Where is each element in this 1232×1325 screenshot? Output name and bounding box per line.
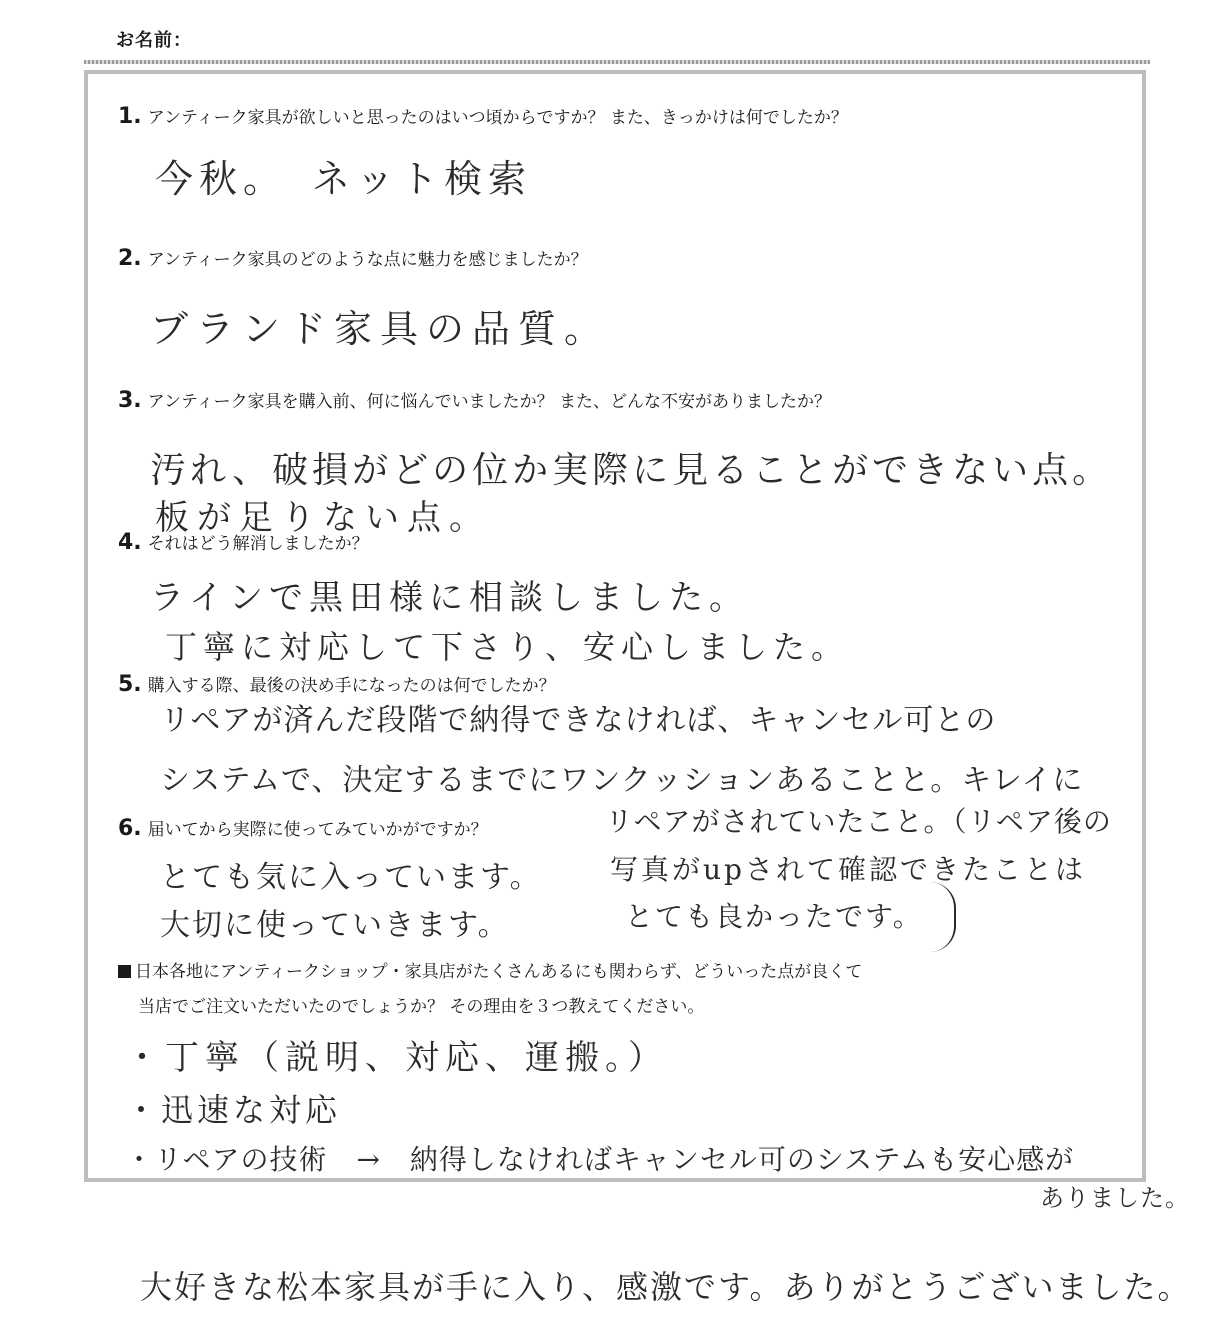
question-number: 3. [118, 388, 142, 413]
answer-1: 今秋。 ネット検索 [155, 157, 533, 201]
final-question-text-1: 日本各地にアンティークショップ・家具店がたくさんあるにも関わらず、どういった点が良くて [135, 962, 863, 982]
answer-6-line-2: 大切に使っていきます。 [160, 908, 510, 943]
final-question-line-2: 当店でご注文いただいたのでしょうか？ その理由を３つ教えてください。 [138, 997, 705, 1017]
question-number: 6. [118, 816, 142, 841]
question-4 [118, 529, 369, 555]
question-text: アンティーク家具が欲しいと思ったのはいつ頃からですか？ また、きっかけは何でしたか？ [147, 108, 848, 128]
closing-remark: 大好きな松本家具が手に入り、感激です。ありがとうございました。 [140, 1268, 1192, 1306]
name-underline [84, 60, 1150, 64]
answer-4-line-1: ラインで黒田様に相談しました。 [150, 578, 749, 618]
question-5 [118, 671, 556, 697]
question-2 [118, 245, 588, 271]
final-question-line-1 [118, 957, 862, 982]
answer-6-right-line-2: 写真がupされて確認できたことは [610, 853, 1086, 886]
answer-3-line-1: 汚れ、破損がどの位か実際に見ることができない点。 [150, 450, 1113, 491]
answer-6-line-1: とても気に入っています。 [160, 860, 542, 895]
answer-4-line-2: 丁寧に対応して下さり、安心しました。 [165, 628, 850, 666]
question-text: 購入する際、最後の決め手になったのは何でしたか？ [147, 676, 556, 696]
question-text: アンティーク家具のどのような点に魅力を感じましたか？ [147, 250, 588, 270]
answer-6-right-line-3: とても良かったです。 [625, 900, 923, 933]
question-number: 1. [118, 104, 142, 129]
question-number: 4. [118, 530, 142, 555]
answer-2: ブランド家具の品質。 [150, 307, 611, 351]
reason-3-continued: ありました。 [1040, 1184, 1190, 1212]
question-text: 届いてから実際に使ってみていかがですか？ [147, 820, 488, 840]
name-label: お名前： [116, 30, 192, 51]
reason-1: ・丁寧（説明、対応、運搬。） [125, 1038, 668, 1078]
answer-5-line-2: システムで、決定するまでにワンクッションあることと。キレイに [160, 763, 1084, 798]
reason-3: ・リペアの技術 → 納得しなければキャンセル可のシステムも安心感が [125, 1143, 1075, 1176]
question-3 [118, 387, 831, 413]
question-number: 5. [118, 672, 142, 697]
question-number: 2. [118, 246, 142, 271]
square-bullet-icon [118, 965, 131, 978]
question-1 [118, 103, 848, 129]
question-text: アンティーク家具を購入前、何に悩んでいましたか？ また、どんな不安がありましたか？ [147, 392, 832, 412]
answer-3-line-2: 板が足りない点。 [155, 498, 491, 538]
answer-5-line-1: リペアが済んだ段階で納得できなければ、キャンセル可との [160, 703, 997, 738]
question-text: それはどう解消しましたか？ [147, 534, 369, 554]
reason-2: ・迅速な対応 [125, 1091, 342, 1129]
question-6 [118, 815, 488, 841]
answer-6-right-line-1: リペアがされていたこと。（リペア後の [605, 805, 1112, 838]
